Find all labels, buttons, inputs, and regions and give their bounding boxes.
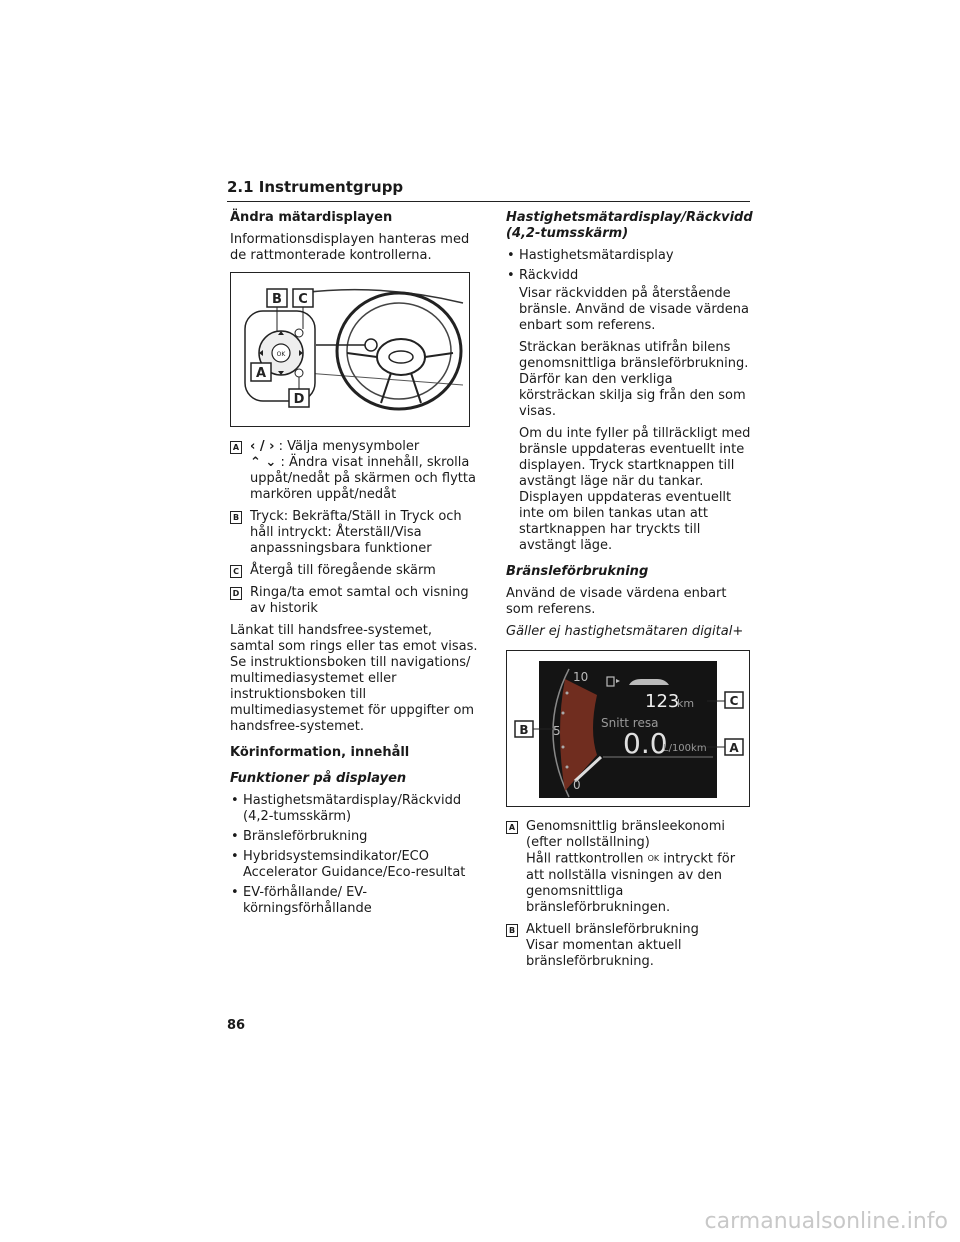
section-header: [227, 178, 750, 202]
disp-label-b: B: [519, 723, 529, 737]
trip-label: Snitt resa: [601, 716, 659, 730]
display-callouts: [506, 819, 751, 970]
page-number: 86: [227, 1018, 246, 1033]
list-item: • EV-förhållande/ EV-körningsförhållande: [230, 885, 480, 917]
callout-a: [506, 819, 751, 916]
range-desc-2: Sträckan beräknas utifrån bilens genomsnittliga bränsleförbrukning. Därför kan den verkliga körsträckan skilja sig från den som visas.: [519, 340, 749, 419]
svg-text:OK: OK: [276, 351, 286, 358]
callout-a-body2: intryckt för att nollställa visningen av den genomsnittliga bränsleförbrukningen.: [526, 851, 736, 915]
range-desc-1: Visar räckvidden på återstående bränsle. Använd de visade värdena enbart som referens.: [519, 286, 749, 333]
fuel-paragraph: Använd de visade värdena enbart som referens.: [506, 586, 727, 617]
range-desc-3: Om du inte fyller på tillräckligt med bränsle uppdateras eventuellt inte displayen. Tryck startknappen till avstängt läge när du tankar. Displayen uppdateras eventuellt inte om bilen tankas utan att startknappen har tryckts till avstängt läge.: [519, 426, 751, 553]
callout-b-box: B: [230, 511, 242, 524]
steering-wheel-illustration: [231, 273, 469, 426]
callout-b-body: Visar momentan aktuell bränsleförbrukning.: [526, 937, 682, 969]
callout-d-box: D: [230, 587, 242, 600]
range-value: 123: [645, 691, 680, 712]
list-item: • Bränsleförbrukning: [230, 829, 480, 845]
disp-label-a: A: [729, 741, 739, 755]
callout-a-text2: : Ändra visat innehåll, skrolla uppåt/nedåt på skärmen och flytta markören uppåt/nedåt: [250, 455, 476, 502]
callout-a-text1: : Välja menysymboler: [278, 439, 420, 454]
list-item: • Räckvidd: [506, 268, 751, 284]
scale-0: 0: [573, 778, 581, 792]
callout-a-box: A: [506, 821, 518, 834]
callout-b-title: Aktuell bränsleförbrukning: [526, 921, 699, 937]
callout-a-box: A: [230, 441, 242, 454]
callout-d-text: Ringa/ta emot samtal och visning av historik: [250, 585, 469, 616]
disp-label-c: C: [729, 694, 739, 708]
callout-c-text: Återgå till föregående skärm: [250, 563, 436, 578]
watermark: carmanualsonline.info: [704, 1209, 948, 1234]
fig-label-d: D: [293, 392, 305, 407]
fuel-display-illustration: [507, 651, 749, 806]
right-column: [506, 210, 751, 976]
up-down-arrows-icon: ⌃ ⌄: [250, 455, 277, 470]
scale-5: 5: [553, 724, 561, 738]
heading-driving-info: Körinformation, innehåll: [230, 745, 410, 760]
fig-label-c: C: [298, 292, 308, 307]
scale-10: 10: [573, 670, 589, 684]
heading-speedometer-range: Hastighetsmätardisplay/Räckvidd (4,2-tumsskärm): [506, 210, 753, 241]
applicability-note: Gäller ej hastighetsmätaren digital+: [506, 624, 744, 639]
callout-c: [230, 563, 480, 579]
consumption-unit: L/100km: [663, 743, 707, 754]
steering-wheel-figure: [230, 272, 470, 427]
callout-a: [230, 439, 480, 503]
callout-b: [230, 509, 480, 557]
callout-d: [230, 585, 480, 617]
intro-paragraph: Informationsdisplayen hanteras med de rattmonterade kontrollerna.: [230, 232, 470, 263]
handsfree-paragraph: Länkat till handsfree-systemet, samtal som rings eller tas emot visas. Se instruktionsboken till navigations/ multimediasystemet eller instruktionsboken till multimediasystemet för uppgifter om handsfree-systemet.: [230, 623, 478, 734]
callout-b-box: B: [506, 924, 518, 937]
function-list: [230, 793, 480, 917]
callout-a-title: Genomsnittlig bränsleekonomi (efter nollställning): [526, 819, 726, 850]
consumption-value: 0.0: [623, 727, 668, 760]
heading-display-functions: Funktioner på displayen: [230, 771, 407, 786]
list-item: • Hastighetsmätardisplay: [506, 248, 751, 264]
heading-fuel-consumption: Bränsleförbrukning: [506, 564, 649, 579]
fig-label-a: A: [255, 366, 267, 381]
fuel-display-figure: [506, 650, 750, 807]
left-column: [230, 210, 480, 925]
heading-change-display: Ändra mätardisplayen: [230, 210, 393, 225]
callout-c-box: C: [230, 565, 242, 578]
callout-b-text: Tryck: Bekräfta/Ställ in Tryck och håll intryckt: Återställ/Visa anpassningsbara funktioner: [250, 509, 462, 556]
section-title: 2.1 Instrumentgrupp: [227, 178, 404, 196]
callout-b: [506, 922, 751, 970]
speedometer-list: [506, 248, 751, 284]
header-rule: [227, 201, 750, 202]
fig-label-b: B: [272, 292, 282, 307]
ok-button-icon: OK: [647, 854, 660, 863]
control-callouts: [230, 439, 480, 617]
list-item: • Hybridsystemsindikator/ECO Accelerator Guidance/Eco-resultat: [230, 849, 480, 881]
list-item: • Hastighetsmätardisplay/Räckvidd (4,2-tumsskärm): [230, 793, 480, 825]
left-right-arrows-icon: ‹ / ›: [250, 439, 275, 454]
range-unit: km: [677, 697, 695, 710]
callout-a-body1: Håll rattkontrollen: [526, 851, 644, 867]
